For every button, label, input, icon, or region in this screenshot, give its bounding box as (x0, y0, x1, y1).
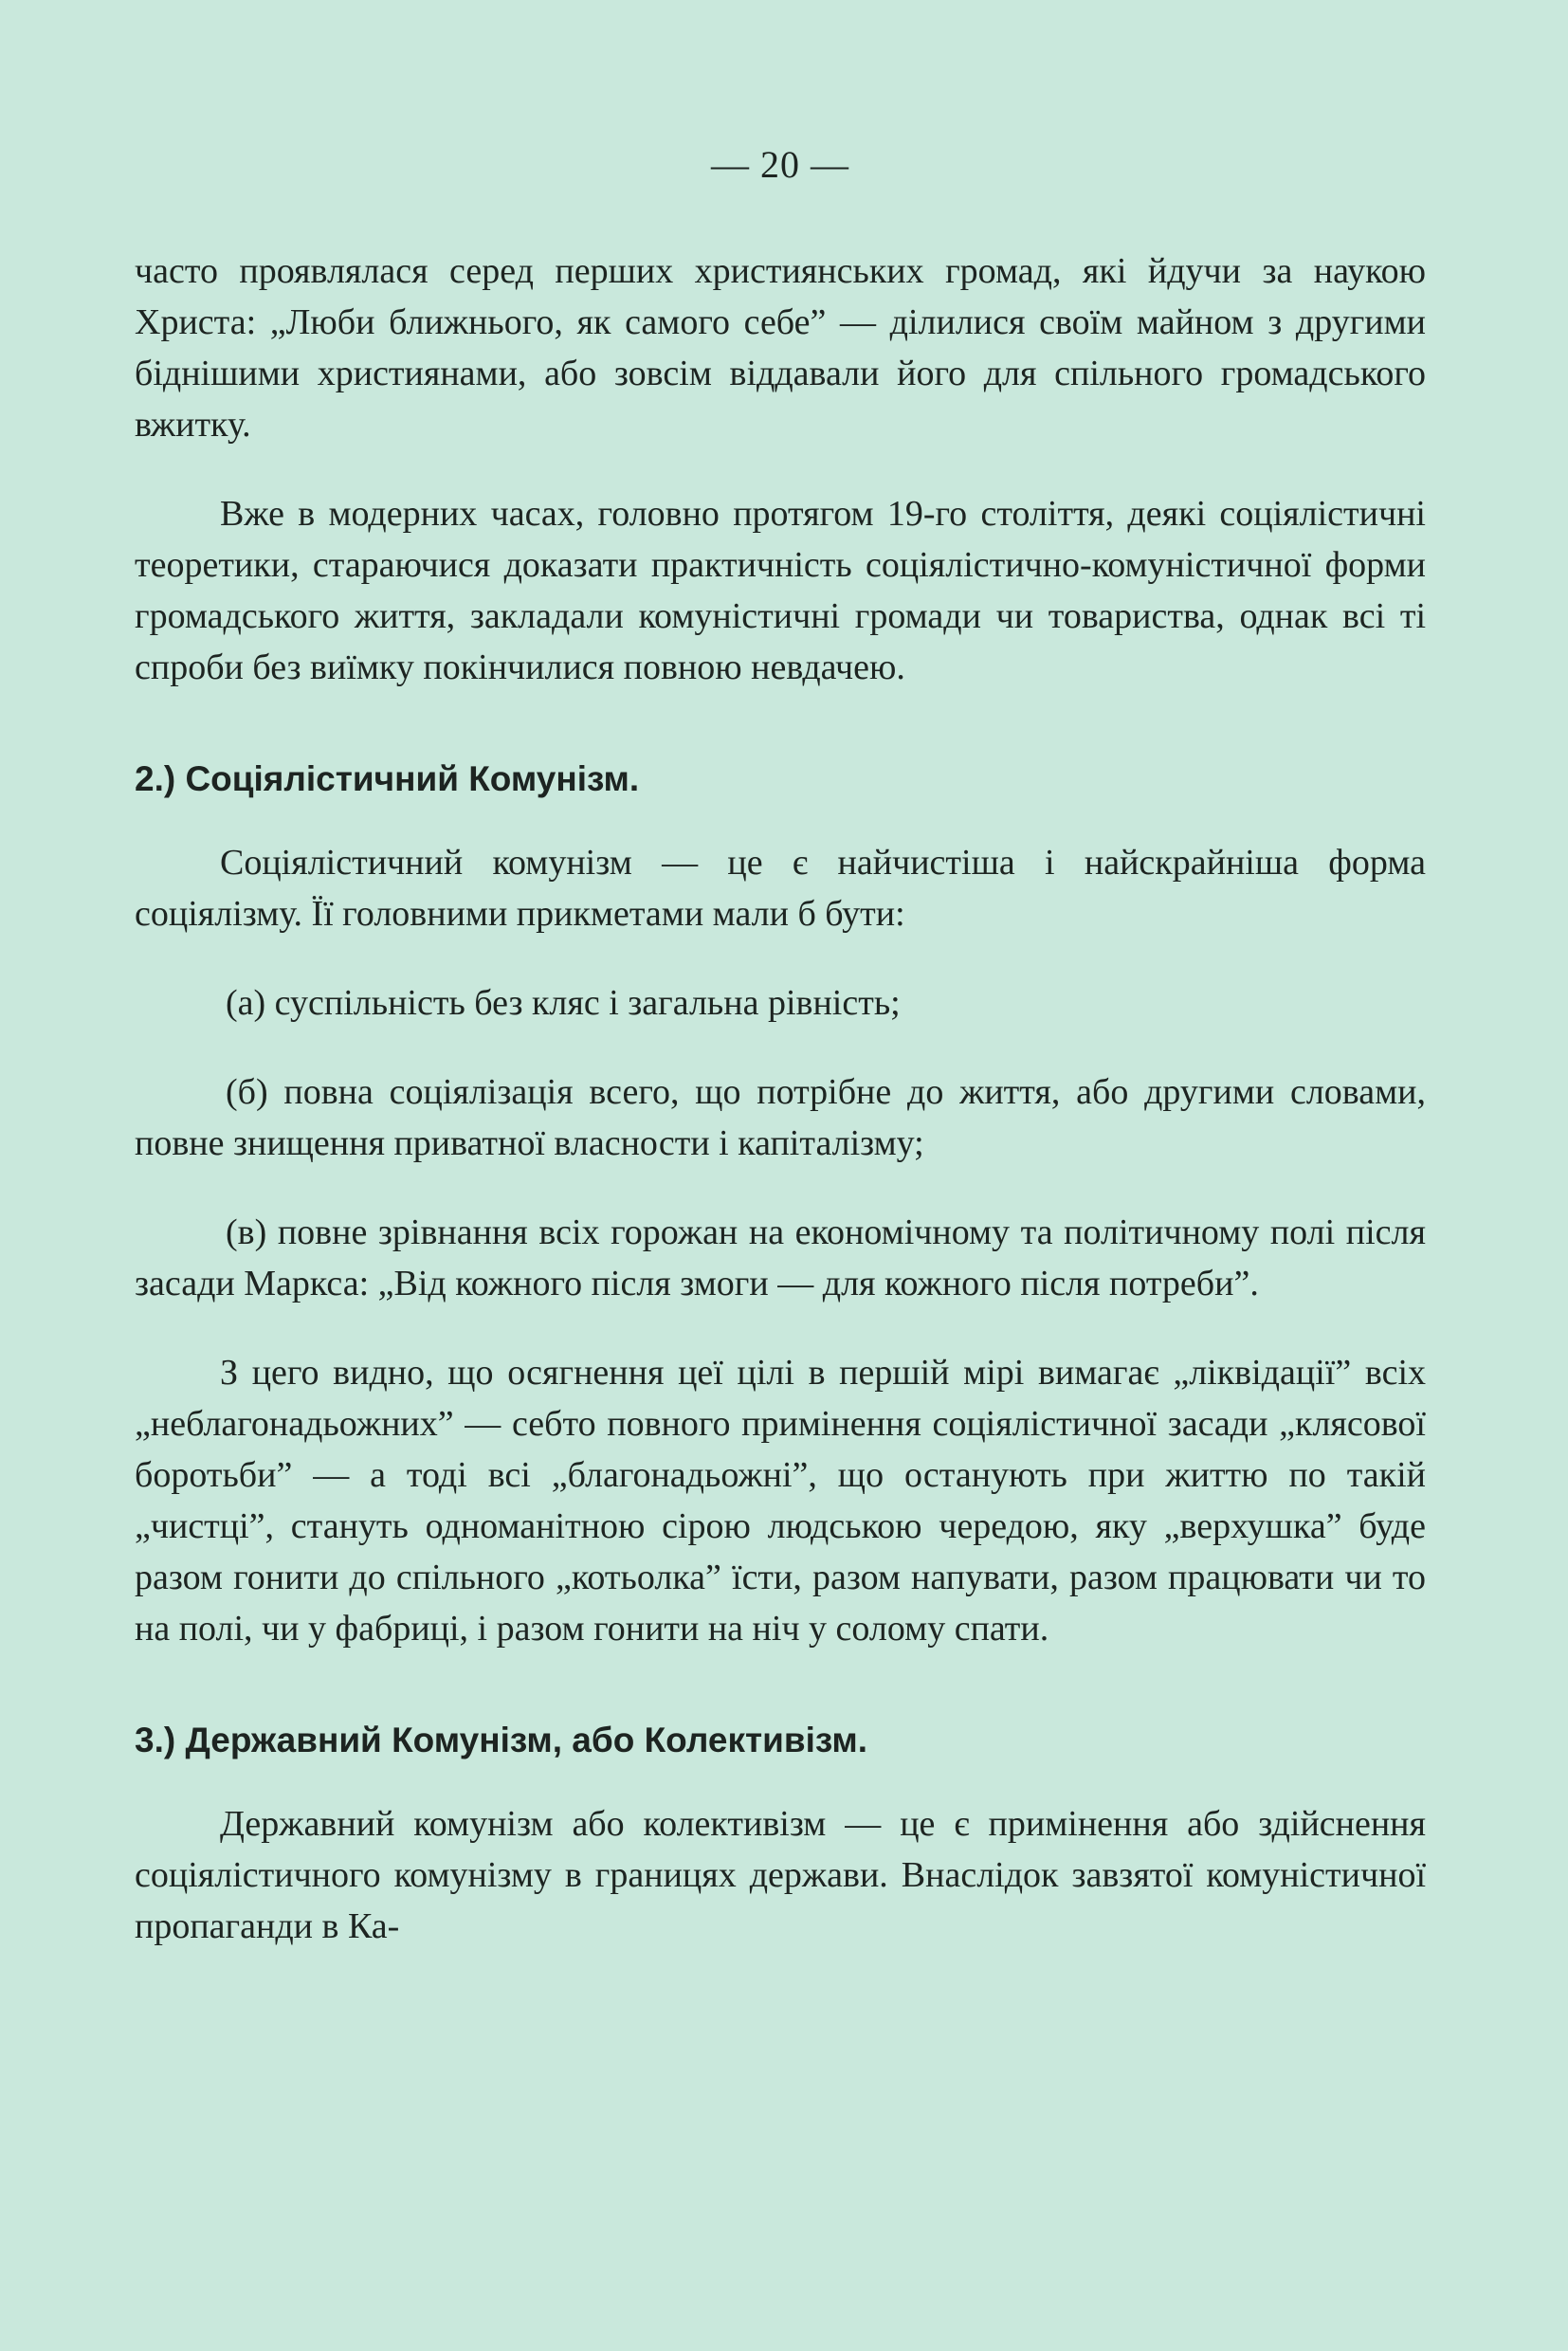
page-number: — 20 — (711, 143, 849, 186)
section-heading-socialist-communism: 2.) Соціялістичний Комунізм. (135, 759, 640, 798)
list-item-c: (в) повне зрівнання всіх горожан на економічному та політичному полі після засади Маркса: „Від кожного після змоги — для кожного після потреби”. (135, 1212, 1426, 1303)
paragraph-socialist-communism-intro: Соціялістичний комунізм — це є найчистіша і найскрайніша форма соціялізму. Її головними прикметами мали б бути: (135, 843, 1426, 934)
paragraph-modern-times: Вже в модерних часах, головно протягом 19-го століття, деякі соціялістичні теоретики, стараючися доказати практичність соціялістично-комуністичної форми громадського життя, закладали комуністичні громади чи товариства, однак всі ті спроби без виїмку покінчилися повною невдачею. (135, 494, 1426, 687)
paragraph-conclusion: З цего видно, що осягнення цеї цілі в першій мірі вимагає „ліквідації” всіх „неблагонадьожних” — себто повного примінення соціялістичної засади „клясової боротьби” — а тоді всі „благонадьожні”, що останують при життю по такій „чистці”, стануть одноманітною сірою людською чередою, яку „верхушка” буде разом гонити до спільного „котьолка” їсти, разом напувати, разом працювати чи то на полі, чи у фабриці, і разом гонити на ніч у солому спати. (135, 1353, 1426, 1649)
list-item-a: (а) суспільність без кляс і загальна рівність; (226, 983, 901, 1023)
paragraph-continuation: часто проявлялася серед перших християнських громад, які йдучи за наукою Христа: „Люби ближнього, як самого себе” — ділилися своїм майном з другими біднішими християнами, або зовсім віддавали його для спільного громадського вжитку. (135, 251, 1426, 445)
section-heading-state-communism: 3.) Державний Комунізм, або Колективізм. (135, 1721, 867, 1759)
list-item-b: (б) повна соціялізація всего, що потрібне до життя, або другими словами, повне знищення приватної власности і капіталізму; (135, 1072, 1426, 1163)
paragraph-state-communism: Державний комунізм або колективізм — це є примінення або здійснення соціялістичного комунізму в границях держави. Внаслідок завзятої комуністичної пропаганди в Ка- (135, 1804, 1426, 1946)
